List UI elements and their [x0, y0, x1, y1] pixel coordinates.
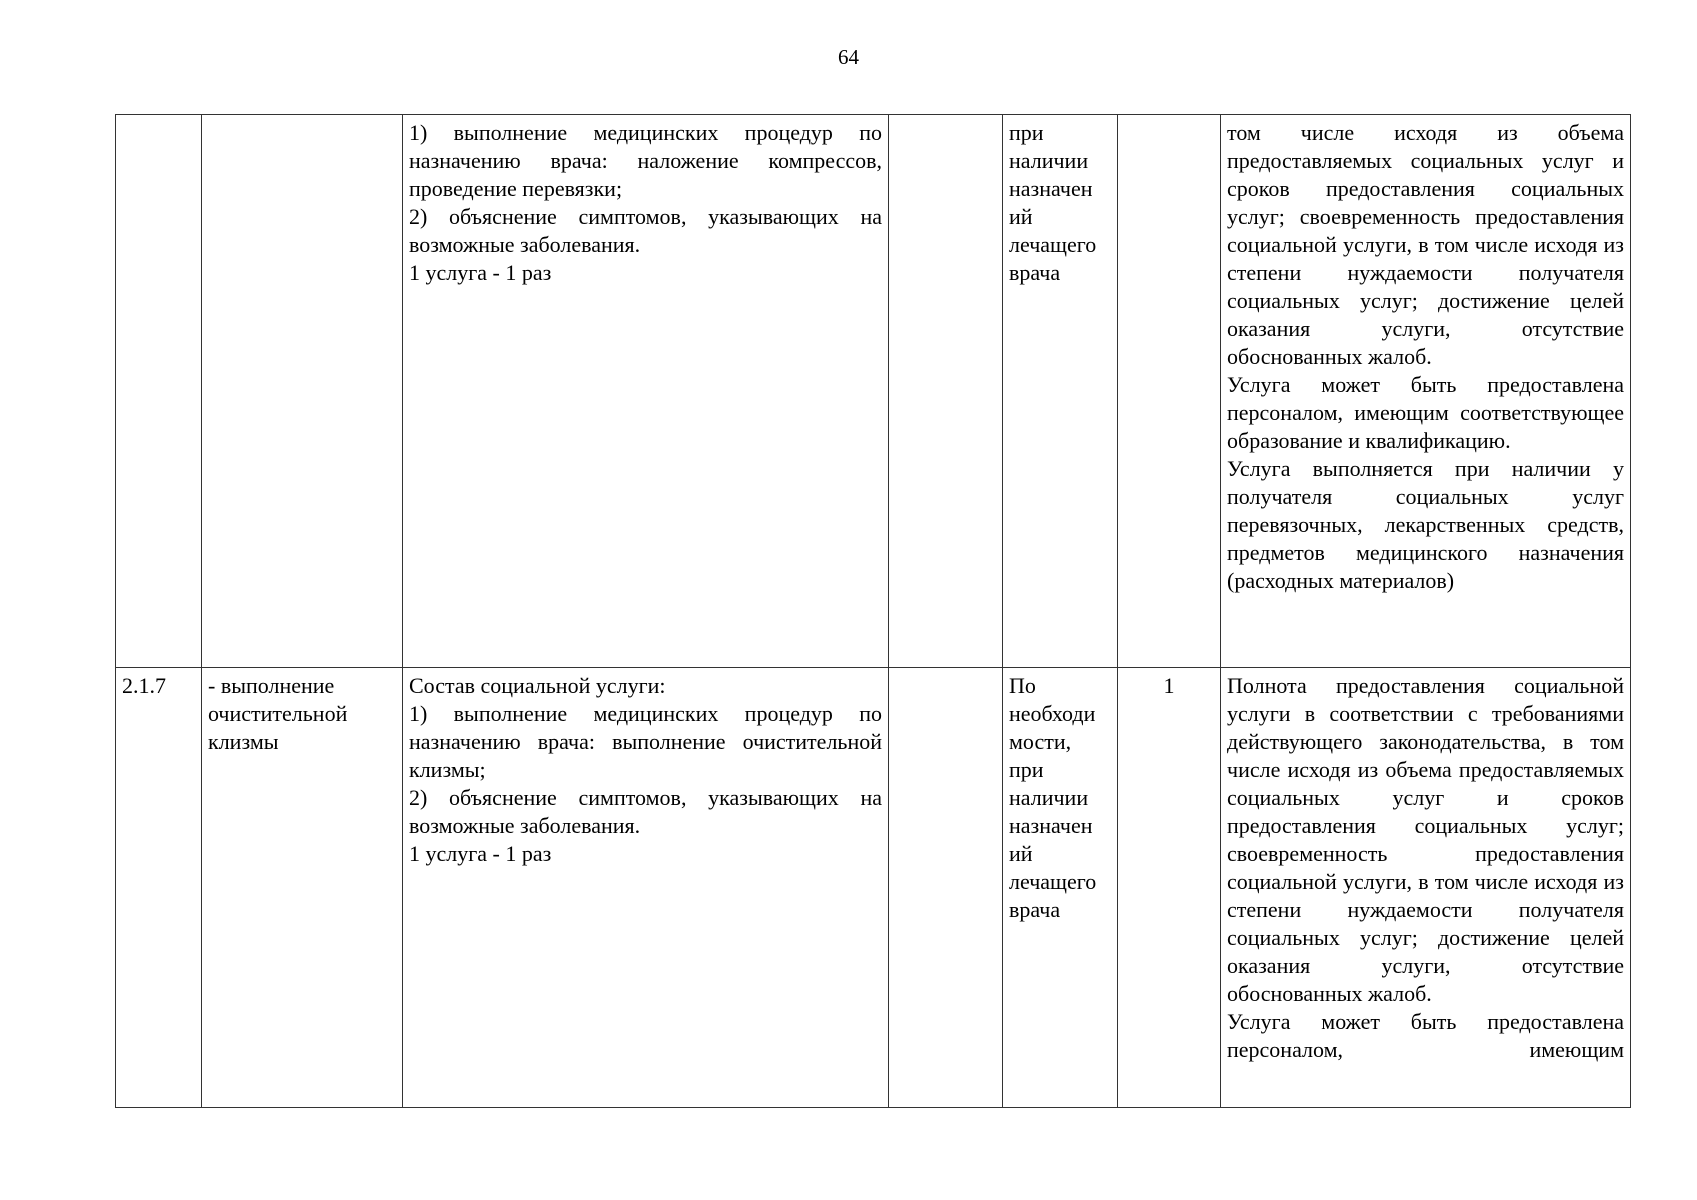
table-row [116, 115, 1631, 668]
periodicity-line: назначен [1009, 813, 1093, 838]
service-standard-cell [889, 668, 1003, 1108]
content-line: 2) объяснение симптомов, указывающих на возможные заболевания. [409, 204, 882, 257]
periodicity-line: ий [1009, 841, 1033, 866]
service-code-cell [116, 115, 202, 668]
periodicity-line: при [1009, 757, 1044, 782]
content-line: 1) выполнение медицинских процедур по назначению врача: наложение компрессов, проведение перевязки; [409, 120, 882, 201]
content-line: 2) объяснение симптомов, указывающих на возможные заболевания. [409, 785, 882, 838]
periodicity-line: врача [1009, 260, 1061, 285]
periodicity-line: назначен [1009, 176, 1093, 201]
criteria-paragraph: том числе исходя из объема предоставляемых социальных услуг и сроков предоставления социальных услуг; своевременность предоставления социальной услуги, в том числе исходя из степени нуждаемости получателя социальных услуг; достижение целей оказания услуги, отсутствие обоснованных жалоб. [1227, 120, 1624, 369]
periodicity-line: ий [1009, 204, 1033, 229]
content-line: 1 услуга - 1 раз [409, 841, 552, 866]
periodicity-line: По [1009, 673, 1036, 698]
criteria-paragraph: Услуга может быть предоставлена персоналом, имеющим [1227, 1009, 1624, 1062]
service-name-cell [202, 668, 403, 1108]
periodicity-line: наличии [1009, 785, 1089, 810]
periodicity-line: мости, [1009, 729, 1072, 754]
service-standard-cell [889, 115, 1003, 668]
name-line: - выполнение [208, 673, 335, 698]
periodicity-line: необходи [1009, 701, 1096, 726]
criteria-paragraph: Услуга может быть предоставлена персоналом, имеющим соответствующее образование и квалификацию. [1227, 372, 1624, 453]
service-criteria-cell [1221, 115, 1631, 668]
service-unit-cell: 1 [1118, 668, 1221, 1108]
content-line: 1) выполнение медицинских процедур по назначению врача: выполнение очистительной клизмы; [409, 701, 882, 782]
service-criteria-cell [1221, 668, 1631, 1108]
service-periodicity-cell [1003, 668, 1118, 1108]
service-content-cell [403, 668, 889, 1108]
content-line: Состав социальной услуги: [409, 673, 666, 698]
periodicity-line: лечащего [1009, 232, 1097, 257]
service-content-cell [403, 115, 889, 668]
table-row [116, 668, 1631, 1108]
page-number: 64 [838, 45, 859, 69]
service-name-cell [202, 115, 403, 668]
service-periodicity-cell [1003, 115, 1118, 668]
name-line: очистительной [208, 701, 348, 726]
criteria-paragraph: Полнота предоставления социальной услуги в соответствии с требованиями действующего законодательства, в том числе исходя из объема предоставляемых социальных услуг и сроков предоставления социальных услуг; своевременность предоставления социальной услуги, в том числе исходя из степени нуждаемости получателя социальных услуг; достижение целей оказания услуги, отсутствие обоснованных жалоб. [1227, 673, 1624, 1006]
periodicity-line: лечащего [1009, 869, 1097, 894]
criteria-paragraph: Услуга выполняется при наличии у получателя социальных услуг перевязочных, лекарственных средств, предметов медицинского назначения (расходных материалов) [1227, 456, 1624, 593]
services-table [115, 114, 1631, 1108]
name-line: клизмы [208, 729, 279, 754]
periodicity-line: при [1009, 120, 1044, 145]
service-unit-cell [1118, 115, 1221, 668]
content-line: 1 услуга - 1 раз [409, 260, 552, 285]
periodicity-line: врача [1009, 897, 1061, 922]
periodicity-line: наличии [1009, 148, 1089, 173]
service-code-cell: 2.1.7 [116, 668, 202, 1108]
